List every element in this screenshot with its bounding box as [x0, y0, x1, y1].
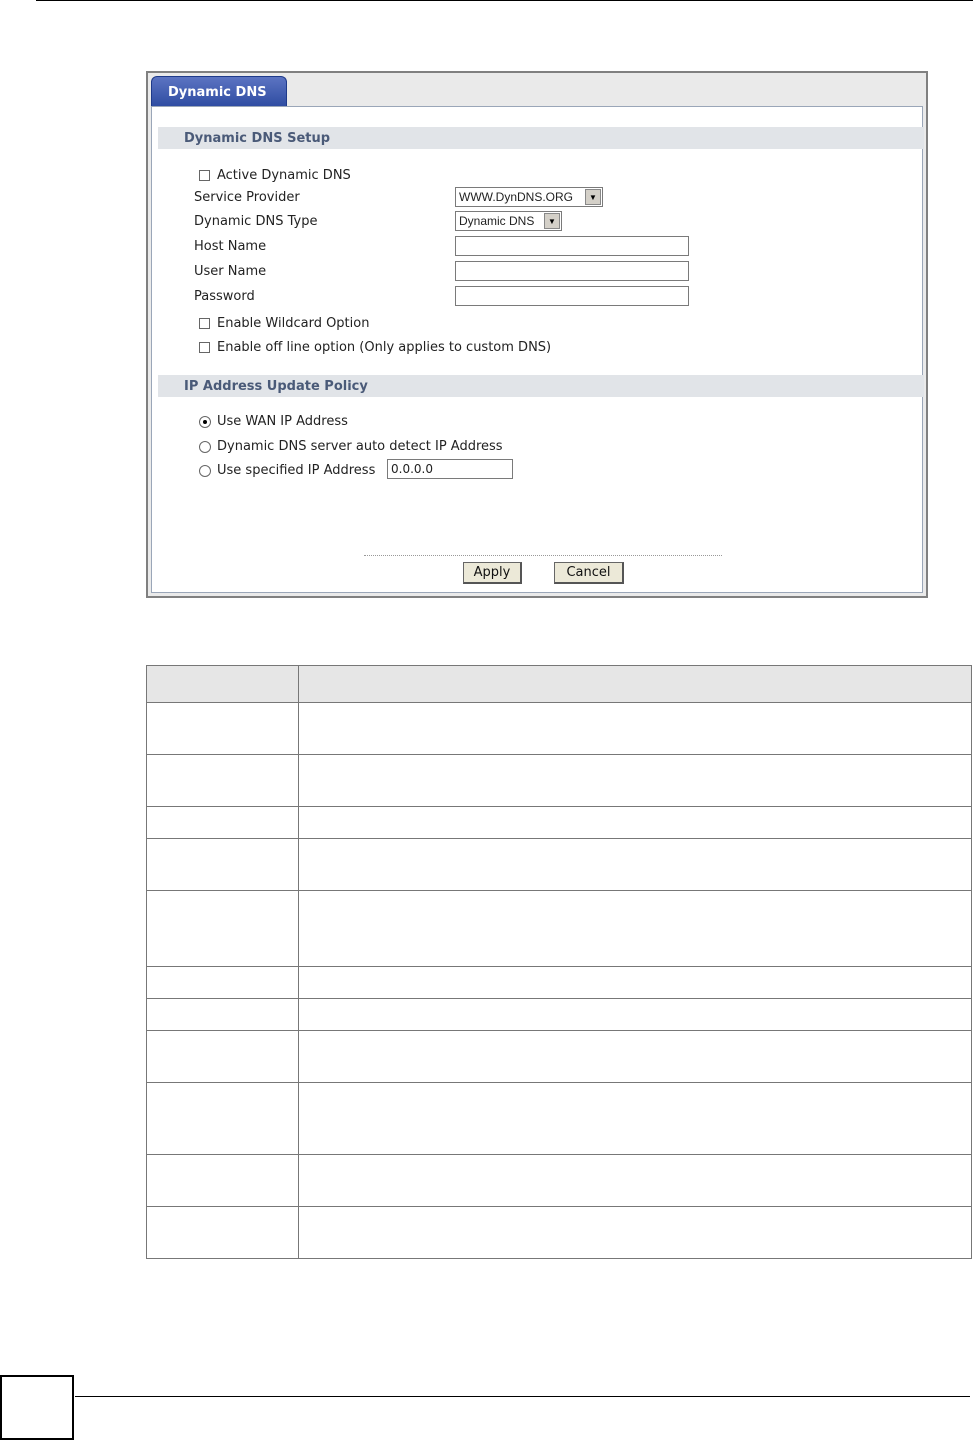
wildcard-label: Enable Wildcard Option — [217, 316, 370, 331]
table-row — [147, 839, 972, 891]
chevron-down-icon[interactable]: ▼ — [585, 189, 601, 205]
table-cell — [299, 1031, 972, 1083]
table-cell — [147, 967, 299, 999]
table-row — [147, 999, 972, 1031]
table-row — [147, 1155, 972, 1207]
cancel-button[interactable]: Cancel — [554, 562, 624, 584]
auto-detect-radio[interactable] — [199, 441, 211, 453]
table-cell — [147, 703, 299, 755]
table-header-cell — [147, 666, 299, 703]
service-provider-value: WWW.DynDNS.ORG — [459, 190, 573, 204]
table-cell — [147, 1031, 299, 1083]
user-name-input[interactable] — [455, 261, 689, 281]
table-header-row — [147, 666, 972, 703]
table-header-cell — [299, 666, 972, 703]
table-cell — [299, 1083, 972, 1155]
page-top-rule — [36, 0, 973, 1]
table-row — [147, 967, 972, 999]
apply-button[interactable]: Apply — [463, 562, 522, 584]
ddns-type-select[interactable] — [455, 211, 562, 231]
table-cell — [299, 999, 972, 1031]
wildcard-row[interactable] — [199, 316, 369, 331]
table-cell — [147, 1155, 299, 1207]
specified-ip-row[interactable] — [199, 463, 375, 478]
auto-detect-label: Dynamic DNS server auto detect IP Address — [217, 439, 503, 454]
table-cell — [299, 1155, 972, 1207]
table-row — [147, 755, 972, 807]
table-cell — [299, 891, 972, 967]
table-cell — [299, 755, 972, 807]
auto-detect-row[interactable] — [199, 439, 503, 454]
divider — [364, 555, 722, 556]
ddns-type-value: Dynamic DNS — [459, 214, 535, 228]
tab-label: Dynamic DNS — [168, 85, 267, 100]
table-cell — [147, 891, 299, 967]
table-row — [147, 1207, 972, 1259]
table-cell — [147, 755, 299, 807]
table-cell — [299, 703, 972, 755]
table-cell — [147, 1207, 299, 1259]
active-ddns-label: Active Dynamic DNS — [217, 168, 351, 183]
table-cell — [147, 1083, 299, 1155]
host-name-label: Host Name — [194, 239, 267, 254]
use-wan-label: Use WAN IP Address — [217, 414, 348, 429]
chevron-down-icon[interactable]: ▼ — [544, 213, 560, 229]
service-provider-label: Service Provider — [194, 190, 300, 205]
specified-ip-label: Use specified IP Address — [217, 463, 376, 478]
table-cell — [147, 839, 299, 891]
table-cell — [299, 807, 972, 839]
host-name-input[interactable] — [455, 236, 689, 256]
table-row — [147, 891, 972, 967]
password-input[interactable] — [455, 286, 689, 306]
table-cell — [299, 1207, 972, 1259]
dynamic-dns-screenshot — [146, 71, 928, 598]
table-row — [147, 1083, 972, 1155]
service-provider-select[interactable] — [455, 187, 603, 207]
offline-checkbox[interactable] — [199, 342, 210, 353]
section-heading-policy: IP Address Update Policy — [158, 375, 924, 397]
active-ddns-row[interactable] — [199, 168, 351, 183]
tab-dynamic-dns[interactable] — [151, 76, 287, 108]
table-cell — [147, 999, 299, 1031]
use-wan-radio[interactable] — [199, 416, 211, 428]
password-label: Password — [194, 289, 255, 304]
table-row — [147, 1031, 972, 1083]
offline-row[interactable] — [199, 340, 551, 355]
table-cell — [299, 967, 972, 999]
table-row — [147, 703, 972, 755]
specified-ip-input[interactable]: 0.0.0.0 — [387, 459, 513, 479]
specified-ip-radio[interactable] — [199, 465, 211, 477]
user-name-label: User Name — [194, 264, 267, 279]
table-cell — [299, 839, 972, 891]
table-cell — [147, 807, 299, 839]
settings-panel — [151, 106, 923, 593]
ddns-type-label: Dynamic DNS Type — [194, 214, 318, 229]
table-row — [147, 807, 972, 839]
offline-label: Enable off line option (Only applies to custom DNS) — [217, 340, 552, 355]
use-wan-row[interactable] — [199, 414, 348, 429]
page-number-box — [0, 1375, 74, 1440]
wildcard-checkbox[interactable] — [199, 318, 210, 329]
section-heading-setup: Dynamic DNS Setup — [158, 127, 924, 149]
footer-rule — [75, 1396, 970, 1397]
field-description-table — [146, 665, 972, 1259]
active-ddns-checkbox[interactable] — [199, 170, 210, 181]
